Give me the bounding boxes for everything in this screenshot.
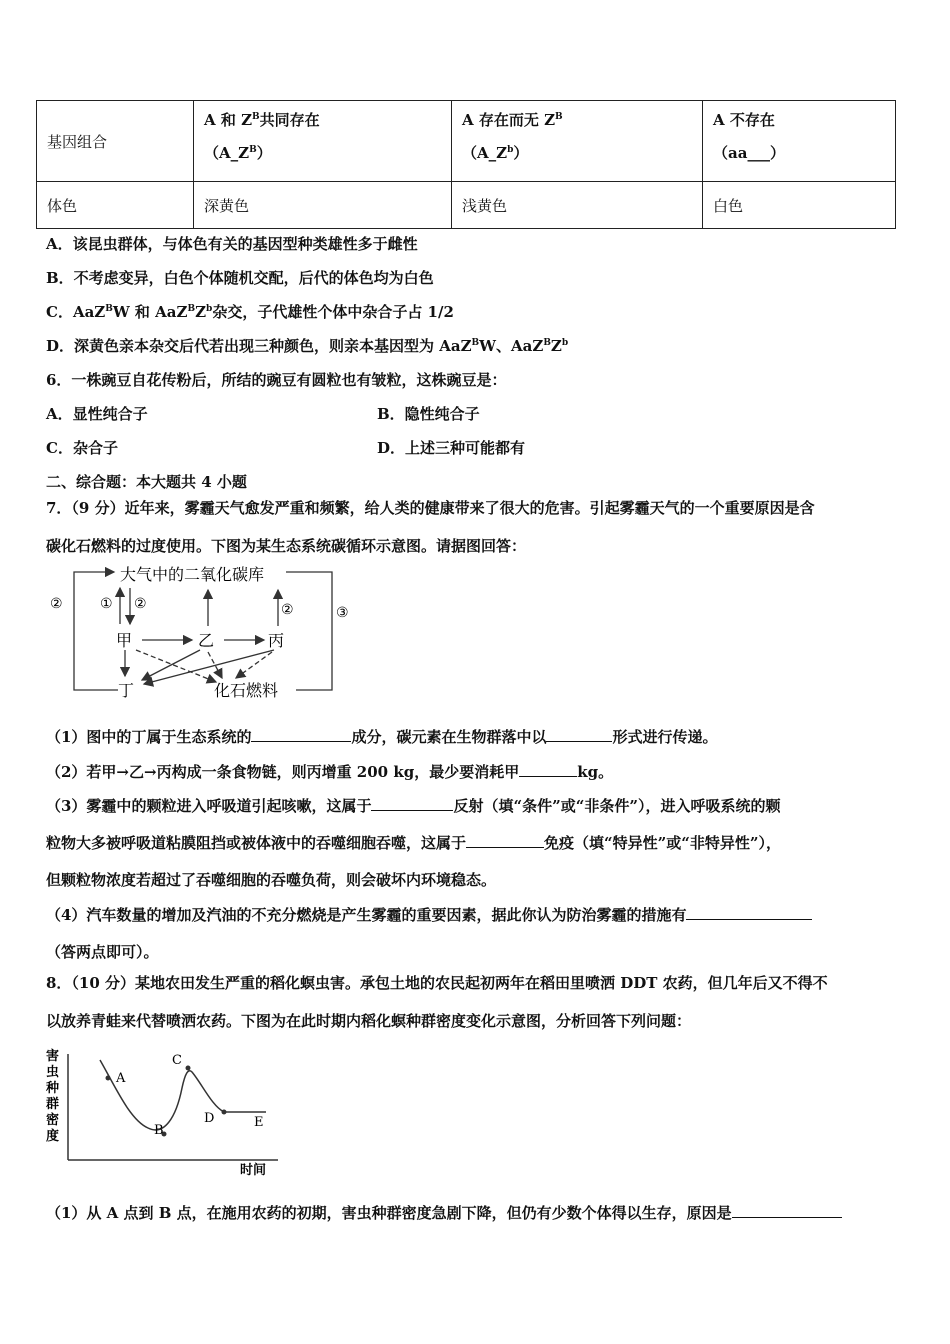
- y-axis-label: 群: [46, 1097, 60, 1112]
- answer-blank[interactable]: [732, 1203, 842, 1218]
- cell-text: （A_Z: [462, 144, 508, 162]
- cell-text: （A_Z: [204, 144, 250, 162]
- answer-blank[interactable]: [686, 905, 812, 920]
- point-label-a: A: [116, 1071, 126, 1086]
- table-cell: 体色: [37, 182, 194, 229]
- cell-text: （aa___）: [713, 144, 785, 162]
- answer-blank[interactable]: [371, 796, 453, 811]
- superscript: b: [206, 304, 213, 314]
- question-text: （1）从 A 点到 B 点，在施用农药的初期，害虫种群密度急剧下降，但仍有少数个体得以生存，原因是: [46, 1204, 732, 1222]
- question-text: 形式进行传递。: [612, 728, 718, 746]
- q7-stem-line2: 碳化石燃料的过度使用。下图为某生态系统碳循环示意图。请据图回答：: [46, 537, 527, 555]
- superscript: B: [543, 338, 551, 348]
- table-cell: [37, 101, 194, 182]
- q8-part1: [46, 1202, 842, 1223]
- node-bing: 丙: [268, 631, 285, 650]
- table-cell: [703, 101, 896, 182]
- q7-stem-line1: 7．（9 分）近年来，雾霾天气愈发严重和频繁，给人类的健康带来了很大的危害。引起雾霾天气的一个重要原因是含: [46, 499, 815, 517]
- superscript: B: [105, 304, 113, 314]
- carbon-cycle-diagram: [46, 562, 376, 704]
- label-1: ①: [100, 596, 113, 612]
- option-text: W 和 AaZ: [112, 303, 188, 321]
- q7-part4-line1: [46, 904, 812, 925]
- option-text: C．AaZ: [46, 303, 106, 321]
- table-cell: 深黄色: [194, 182, 452, 229]
- question-text: （3）雾霾中的颗粒进入呼吸道引起咳嗽，这属于: [46, 797, 372, 815]
- option-text: Z: [195, 303, 207, 321]
- question-text: （1）图中的丁属于生态系统的: [46, 728, 252, 746]
- q5-option-b: B．不考虑变异，白色个体随机交配，后代的体色均为白色: [46, 269, 434, 287]
- pest-density-graph: [44, 1048, 284, 1178]
- q6-option-c: C．杂合子: [46, 439, 118, 457]
- point-label-e: E: [254, 1115, 264, 1130]
- q7-part3-line3: 但颗粒物浓度若超过了吞噬细胞的吞噬负荷，则会破坏内环境稳态。: [46, 871, 497, 889]
- point-label-b: B: [154, 1123, 164, 1138]
- cell-text: ）: [256, 144, 272, 162]
- q7-part4-line2: （答两点即可）。: [46, 943, 159, 961]
- q7-part3-line2: [46, 832, 781, 853]
- answer-blank[interactable]: [519, 762, 577, 777]
- superscript: B: [252, 112, 260, 122]
- label-2: ②: [134, 596, 147, 612]
- question-text: （4）汽车数量的增加及汽油的不充分燃烧是产生雾霾的重要因素，据此你认为防治雾霾的措施有: [46, 906, 687, 924]
- point-label-d: D: [204, 1111, 215, 1126]
- cell-text: ）: [513, 144, 529, 162]
- question-text: 粒物大多被呼吸道粘膜阻挡或被体液中的吞噬细胞吞噬，这属于: [46, 834, 467, 852]
- q7-part2: [46, 761, 613, 782]
- option-text: Z: [550, 337, 562, 355]
- cell-text: 基因组合: [47, 132, 108, 151]
- node-fossil: 化石燃料: [214, 681, 279, 700]
- answer-blank[interactable]: [251, 727, 351, 742]
- q5-option-d: [46, 335, 568, 356]
- table-row: [37, 101, 896, 182]
- option-text: 杂交，子代雄性个体中杂合子占 1/2: [212, 303, 454, 321]
- cell-text: A 和 Z: [204, 111, 253, 129]
- table-cell: [452, 101, 703, 182]
- y-axis-label: 种: [46, 1081, 60, 1096]
- question-text: 成分，碳元素在生物群落中以: [351, 728, 547, 746]
- section-heading: 二、综合题：本大题共 4 小题: [46, 473, 247, 491]
- table-row: [37, 182, 896, 229]
- question-text: 反射（填“条件”或“非条件”），进入呼吸系统的颗: [453, 797, 781, 815]
- q7-part1: [46, 726, 717, 747]
- superscript: B: [555, 112, 563, 122]
- point-label-c: C: [172, 1053, 182, 1068]
- superscript: B: [249, 145, 257, 155]
- table-cell: 浅黄色: [452, 182, 703, 229]
- q6-option-d: D．上述三种可能都有: [377, 439, 526, 457]
- cell-text: A 存在而无 Z: [462, 111, 556, 129]
- answer-blank[interactable]: [546, 727, 612, 742]
- y-axis-label: 害: [46, 1049, 60, 1064]
- question-text: 免疫（填“特异性”或“非特异性”），: [544, 834, 782, 852]
- question-text: （2）若甲→乙→丙构成一条食物链，则丙增重 200 kg，最少要消耗甲: [46, 763, 520, 781]
- superscript: b: [507, 145, 514, 155]
- option-text: D．深黄色亲本杂交后代若出现三种颜色，则亲本基因型为 AaZ: [46, 337, 472, 355]
- label-2-right: ②: [281, 602, 294, 618]
- node-jia: 甲: [116, 631, 133, 650]
- q8-stem-line1: 8．（10 分）某地农田发生严重的稻化螟虫害。承包土地的农民起初两年在稻田里喷洒 DDT 农药，但几年后又不得不: [46, 974, 828, 992]
- q8-stem-line2: 以放养青蛙来代替喷洒农药。下图为在此时期内稻化螟种群密度变化示意图，分析回答下列问题：: [46, 1012, 692, 1030]
- q5-option-a: A．该昆虫群体，与体色有关的基因型种类雄性多于雌性: [46, 235, 418, 253]
- co2-label: 大气中的二氧化碳库: [120, 565, 265, 584]
- table-cell: [194, 101, 452, 182]
- node-ding: 丁: [118, 681, 135, 700]
- q7-part3-line1: [46, 795, 780, 816]
- cell-text: 共同存在: [259, 111, 320, 129]
- genotype-table: [36, 100, 896, 229]
- q6-option-b: B．隐性纯合子: [377, 405, 480, 423]
- table-cell: 白色: [703, 182, 896, 229]
- label-2-left: ②: [50, 596, 63, 612]
- label-3: ③: [336, 605, 349, 621]
- superscript: b: [561, 338, 569, 348]
- y-axis-label: 虫: [46, 1065, 60, 1080]
- q5-option-c: [46, 301, 454, 322]
- cell-text: A 不存在: [713, 111, 775, 129]
- q6-option-a: A．显性纯合子: [46, 405, 148, 423]
- q6-stem: 6．一株豌豆自花传粉后，所结的豌豆有圆粒也有皱粒，这株豌豆是：: [46, 371, 507, 389]
- question-text: kg。: [577, 763, 614, 781]
- superscript: B: [187, 304, 196, 314]
- node-yi: 乙: [198, 631, 215, 650]
- y-axis-label: 密: [46, 1113, 60, 1128]
- y-axis-label: 度: [46, 1129, 60, 1144]
- x-axis-label: 时间: [240, 1163, 267, 1178]
- option-text: W、AaZ: [479, 337, 544, 355]
- superscript: B: [471, 338, 480, 348]
- answer-blank[interactable]: [466, 833, 544, 848]
